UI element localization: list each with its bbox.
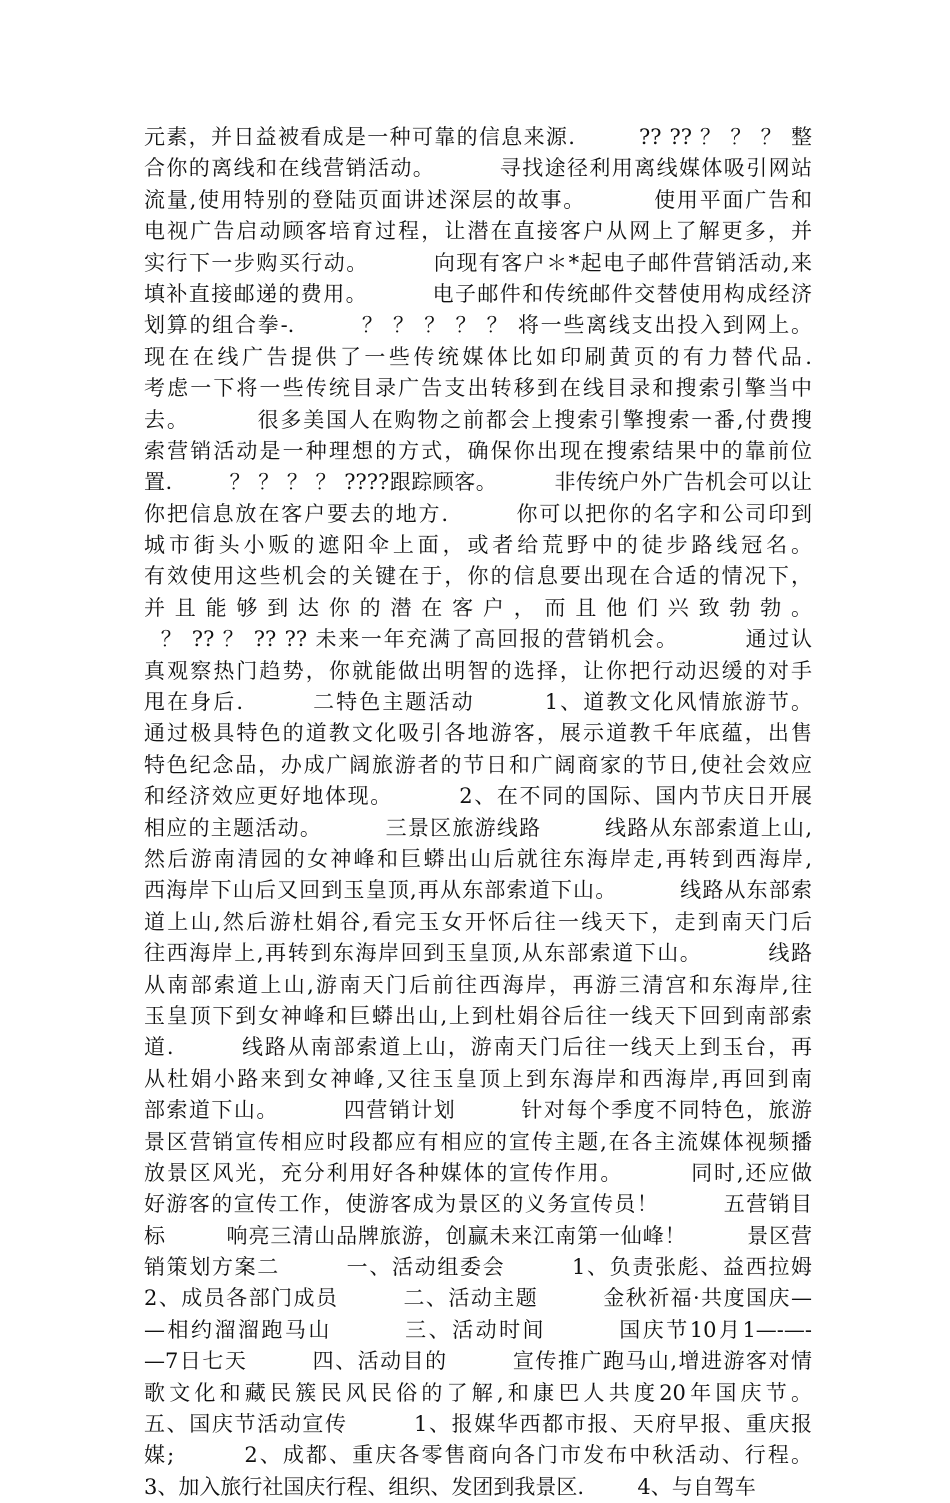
- body-text: [144, 122, 812, 1503]
- text-line: 部索道下山。 四营销计划 针对每个季度不同特色，旅游: [144, 1098, 812, 1123]
- text-line: 考虑一下将一些传统目录广告支出转移到在线目录和搜索引擎当中: [144, 376, 812, 401]
- text-line: 真观察热门趋势，你就能做出明智的选择，让你把行动迟缓的对手: [144, 658, 812, 683]
- text-line: 好游客的宣传工作，使游客成为景区的义务宣传员！ 五营销目: [144, 1192, 812, 1217]
- text-line: —7日七天 四、活动目的 宣传推广跑马山,增进游客对情: [144, 1349, 812, 1374]
- text-line: 媒; 2、成都、重庆各零售商向各门市发布中秋活动、行程。: [144, 1443, 812, 1468]
- text-line: 并且能够到达你的潜在客户，而且他们兴致勃勃。: [144, 595, 812, 620]
- text-line: 景区营销宣传相应时段都应有相应的宣传主题,在各主流媒体视频播: [144, 1129, 812, 1154]
- text-line: 你把信息放在客户要去的地方. 你可以把你的名字和公司印到: [144, 501, 812, 526]
- text-line: 玉皇顶下到女神峰和巨蟒出山,上到杜娟谷后往一线天下回到南部索: [144, 1003, 812, 1028]
- text-line: 从南部索道上山,游南天门后前往西海岸，再游三清宫和东海岸,往: [144, 972, 812, 997]
- text-line: 从杜娟小路来到女神峰,又往玉皇顶上到东海岸和西海岸,再回到南: [144, 1066, 812, 1091]
- text-line: 特色纪念品，办成广阔旅游者的节日和广阔商家的节日,使社会效应: [144, 752, 812, 777]
- text-line: 放景区风光，充分利用好各种媒体的宣传作用。 同时,还应做: [144, 1160, 812, 1185]
- text-line: 道. 线路从南部索道上山，游南天门后往一线天上到玉台，再: [144, 1035, 812, 1060]
- text-line: 五、国庆节活动宣传 1、报媒华西都市报、天府早报、重庆报: [144, 1412, 812, 1437]
- text-line: 电视广告启动顾客培育过程，让潜在直接客户从网上了解更多，并: [144, 219, 812, 244]
- text-line: 有效使用这些机会的关键在于，你的信息要出现在合适的情况下，: [144, 564, 812, 589]
- text-line: 道上山,然后游杜娟谷,看完玉女开怀后往一线天下，走到南天门后: [144, 909, 812, 934]
- text-line: 2、成员各部门成员 二、活动主题 金秋祈福·共度国庆—: [144, 1286, 812, 1311]
- text-line: 城市街头小贩的遮阳伞上面，或者给荒野中的徒步路线冠名。: [144, 533, 812, 558]
- text-line: 相应的主题活动。 三景区旅游线路 线路从东部索道上山,: [144, 815, 812, 840]
- text-line: 元素，并日益被看成是一种可靠的信息来源. ?? ?? ？ ？ ？ 整: [144, 125, 812, 149]
- text-line: 然后游南清园的女神峰和巨蟒出山后就往东海岸走,再转到西海岸,: [144, 846, 812, 871]
- text-line: 3、加入旅行社国庆行程、组织、发团到我景区. 4、与自驾车: [144, 1474, 756, 1499]
- text-line: 填补直接邮递的费用。 电子邮件和传统邮件交替使用构成经济: [144, 281, 812, 306]
- text-line: 去。 很多美国人在购物之前都会上搜索引擎搜索一番,付费搜: [144, 407, 812, 432]
- text-line: —相约溜溜跑马山 三、活动时间 国庆节10月1—-—-: [144, 1317, 812, 1342]
- text-line: 和经济效应更好地体现。 2、在不同的国际、国内节庆日开展: [144, 784, 812, 809]
- text-line: 标 响亮三清山品牌旅游，创赢未来江南第一仙峰！ 景区营: [144, 1223, 812, 1248]
- text-line: 销策划方案二 一、活动组委会 1、负责张彪、益西拉姆: [144, 1255, 812, 1280]
- text-line: 往西海岸上,再转到东海岸回到玉皇顶,从东部索道下山。 线路: [144, 941, 812, 966]
- text-line: 流量,使用特别的登陆页面讲述深层的故事。 使用平面广告和: [144, 187, 812, 212]
- text-line: 通过极具特色的道教文化吸引各地游客，展示道教千年底蕴，出售: [144, 721, 812, 746]
- text-line: 实行下一步购买行动。 向现有客户＊*起电子邮件营销活动,来: [144, 250, 812, 275]
- text-line: 合你的离线和在线营销活动。 寻找途径利用离线媒体吸引网站: [144, 156, 812, 181]
- text-line: 划算的组合拳-. ？ ？ ？ ？ ？ 将一些离线支出投入到网上。: [144, 313, 812, 338]
- text-line: ？ ?? ？ ?? ?? 未来一年充满了高回报的营销机会。 通过认: [144, 627, 812, 652]
- text-line: 西海岸下山后又回到玉皇顶,再从东部索道下山。 线路从东部索: [144, 878, 812, 903]
- text-line: 现在在线广告提供了一些传统媒体比如印刷黄页的有力替代品.: [144, 344, 812, 369]
- text-line: 置. ？ ？ ？ ？ ????跟踪顾客。 非传统户外广告机会可以让: [144, 470, 812, 495]
- text-line: 甩在身后. 二特色主题活动 1、道教文化风情旅游节。: [144, 690, 812, 715]
- text-line: 歌文化和藏民簇民风民俗的了解,和康巴人共度20年国庆节。: [144, 1380, 812, 1405]
- text-line: 索营销活动是一种理想的方式，确保你出现在搜索结果中的靠前位: [144, 438, 812, 463]
